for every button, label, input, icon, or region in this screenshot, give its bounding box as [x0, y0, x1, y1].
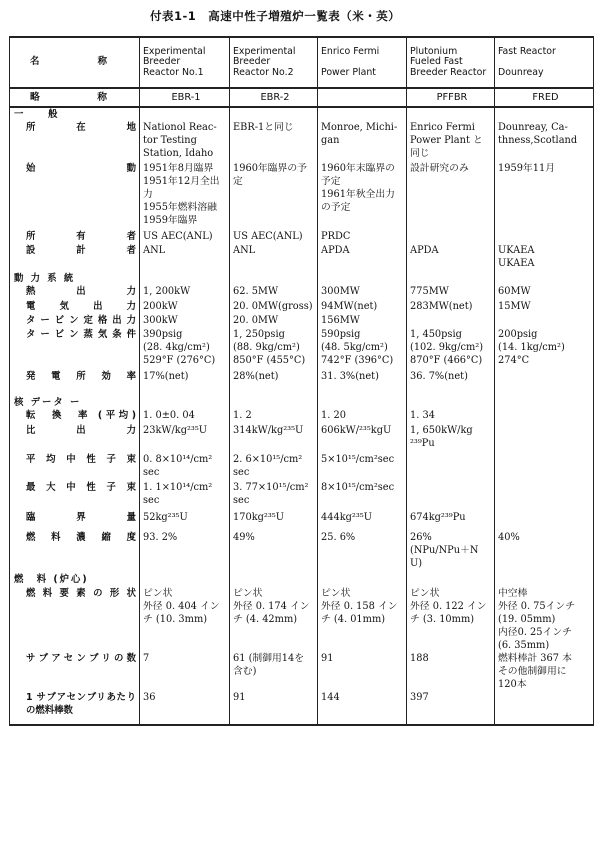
- data-row: [10, 162, 594, 230]
- value-cell: [407, 314, 495, 328]
- section-row: [10, 396, 594, 409]
- abbreviation-row: [10, 88, 594, 107]
- value-cell: 28%(net): [230, 370, 318, 396]
- value-cell: 17%(net): [140, 370, 230, 396]
- row-label: 発 電 所 効 率: [10, 370, 140, 396]
- value-cell: 62. 5MW: [230, 285, 318, 300]
- value-cell: [495, 424, 594, 453]
- empty-cell: [318, 573, 407, 587]
- value-cell: [495, 409, 594, 424]
- value-cell: 200kW: [140, 300, 230, 314]
- reactor-header: Experimental Breeder Reactor No.1: [140, 37, 230, 88]
- row-label: 電 気 出 力: [10, 300, 140, 314]
- value-cell: 26% (NPu/NPu＋N U): [407, 531, 495, 573]
- value-cell: 1951年8月臨界 1951年12月全出 力 1955年燃料溶融 1959年臨界: [140, 162, 230, 230]
- value-cell: 25. 6%: [318, 531, 407, 573]
- data-row: [10, 285, 594, 300]
- value-cell: PRDC: [318, 230, 407, 244]
- empty-cell: [140, 396, 230, 409]
- data-row: [10, 370, 594, 396]
- row-label: 熱 出 力: [10, 285, 140, 300]
- value-cell: 91: [318, 652, 407, 691]
- row-label: 所 有 者: [10, 230, 140, 244]
- section-row: [10, 573, 594, 587]
- value-cell: 0. 8×10¹⁴/cm² sec: [140, 453, 230, 481]
- value-cell: 91: [230, 691, 318, 725]
- abbreviation-value: FRED: [495, 88, 594, 107]
- data-row: [10, 453, 594, 481]
- value-cell: 36. 7%(net): [407, 370, 495, 396]
- value-cell: ピン状 外径 0. 174 インチ (4. 42mm): [230, 587, 318, 652]
- row-label: 臨 界 量: [10, 511, 140, 531]
- value-cell: [407, 230, 495, 244]
- row-label: 設 計 者: [10, 244, 140, 272]
- row-label: 燃料要素の形状: [10, 587, 140, 652]
- value-cell: US AEC(ANL): [140, 230, 230, 244]
- row-label: サブアセンブリの数: [10, 652, 140, 691]
- value-cell: 52kg²³⁵U: [140, 511, 230, 531]
- empty-cell: [230, 107, 318, 121]
- row-label: 比 出 力: [10, 424, 140, 453]
- data-row: [10, 244, 594, 272]
- value-cell: 1959年11月: [495, 162, 594, 230]
- data-row: [10, 652, 594, 691]
- value-cell: Enrico Fermi Power Plant と 同じ: [407, 121, 495, 162]
- value-cell: [407, 453, 495, 481]
- value-cell: 775MW: [407, 285, 495, 300]
- value-cell: 144: [318, 691, 407, 725]
- data-row: [10, 691, 594, 725]
- value-cell: 5×10¹⁵/cm²sec: [318, 453, 407, 481]
- value-cell: 590psig (48. 5kg/cm²) 742°F (396°C): [318, 328, 407, 370]
- empty-cell: [495, 573, 594, 587]
- value-cell: US AEC(ANL): [230, 230, 318, 244]
- value-cell: 200psig (14. 1kg/cm²) 274°C: [495, 328, 594, 370]
- row-label: 1 サブアセンブリあたりの燃料棒数: [10, 691, 140, 725]
- empty-cell: [140, 272, 230, 285]
- value-cell: 397: [407, 691, 495, 725]
- value-cell: ピン状 外径 0. 404 インチ (10. 3mm): [140, 587, 230, 652]
- value-cell: [407, 481, 495, 511]
- row-label: 所 在 地: [10, 121, 140, 162]
- data-row: [10, 300, 594, 314]
- empty-cell: [495, 107, 594, 121]
- value-cell: 674kg²³⁹Pu: [407, 511, 495, 531]
- section-row: [10, 107, 594, 121]
- value-cell: 7: [140, 652, 230, 691]
- row-label: 燃 料 濃 縮 度: [10, 531, 140, 573]
- empty-cell: [318, 272, 407, 285]
- section-label: 燃 料 (炉心): [10, 573, 140, 587]
- abbreviation-label: 略 称: [10, 88, 140, 107]
- data-row: [10, 531, 594, 573]
- value-cell: 15MW: [495, 300, 594, 314]
- data-row: [10, 424, 594, 453]
- abbreviation-value: [318, 88, 407, 107]
- value-cell: ピン状 外径 0. 158 インチ (4. 01mm): [318, 587, 407, 652]
- abbreviation-value: EBR-2: [230, 88, 318, 107]
- value-cell: 1, 450psig (102. 9kg/cm²) 870°F (466°C): [407, 328, 495, 370]
- value-cell: [495, 314, 594, 328]
- value-cell: 1. 1×10¹⁴/cm² sec: [140, 481, 230, 511]
- reactor-header: Plutonium Fueled Fast Breeder Reactor: [407, 37, 495, 88]
- data-row: [10, 481, 594, 511]
- value-cell: 1. 2: [230, 409, 318, 424]
- value-cell: [495, 481, 594, 511]
- value-cell: 606kW/²³⁵kgU: [318, 424, 407, 453]
- reactor-header: Experimental Breeder Reactor No.2: [230, 37, 318, 88]
- abbreviation-value: PFFBR: [407, 88, 495, 107]
- value-cell: 60MW: [495, 285, 594, 300]
- value-cell: 61 (制御用14を 含む): [230, 652, 318, 691]
- empty-cell: [495, 396, 594, 409]
- value-cell: Dounreay, Ca- thness,Scotland: [495, 121, 594, 162]
- row-label: 始 動: [10, 162, 140, 230]
- data-row: [10, 328, 594, 370]
- value-cell: 1960年臨界の予 定: [230, 162, 318, 230]
- value-cell: 444kg²³⁵U: [318, 511, 407, 531]
- value-cell: 1, 200kW: [140, 285, 230, 300]
- value-cell: [495, 230, 594, 244]
- value-cell: APDA: [318, 244, 407, 272]
- empty-cell: [230, 573, 318, 587]
- value-cell: 40%: [495, 531, 594, 573]
- reactor-header: Fast Reactor Dounreay: [495, 37, 594, 88]
- value-cell: 170kg²³⁵U: [230, 511, 318, 531]
- empty-cell: [140, 107, 230, 121]
- value-cell: EBR-1と同じ: [230, 121, 318, 162]
- reactor-table: [9, 36, 594, 726]
- value-cell: [495, 691, 594, 725]
- value-cell: 300kW: [140, 314, 230, 328]
- section-label: 動 力 系 統: [10, 272, 140, 285]
- value-cell: 設計研究のみ: [407, 162, 495, 230]
- data-row: [10, 587, 594, 652]
- value-cell: [495, 370, 594, 396]
- row-label: 平 均 中 性 子 束: [10, 453, 140, 481]
- value-cell: ANL: [230, 244, 318, 272]
- value-cell: 188: [407, 652, 495, 691]
- data-row: [10, 121, 594, 162]
- value-cell: 1, 650kW/kg ²³⁹Pu: [407, 424, 495, 453]
- value-cell: APDA: [407, 244, 495, 272]
- value-cell: 93. 2%: [140, 531, 230, 573]
- value-cell: 31. 3%(net): [318, 370, 407, 396]
- value-cell: ピン状 外径 0. 122 インチ (3. 10mm): [407, 587, 495, 652]
- empty-cell: [230, 396, 318, 409]
- value-cell: 3. 77×10¹⁵/cm² sec: [230, 481, 318, 511]
- value-cell: 390psig (28. 4kg/cm²) 529°F (276°C): [140, 328, 230, 370]
- value-cell: 20. 0MW: [230, 314, 318, 328]
- value-cell: 燃料棒計 367 本 その他制御用に 120本: [495, 652, 594, 691]
- empty-cell: [318, 107, 407, 121]
- value-cell: 8×10¹⁵/cm²sec: [318, 481, 407, 511]
- empty-cell: [140, 573, 230, 587]
- data-row: [10, 230, 594, 244]
- value-cell: [495, 453, 594, 481]
- row-label: 転 換 率 (平均): [10, 409, 140, 424]
- value-cell: 300MW: [318, 285, 407, 300]
- value-cell: Monroe, Michi- gan: [318, 121, 407, 162]
- value-cell: 23kW/kg²³⁵U: [140, 424, 230, 453]
- value-cell: 156MW: [318, 314, 407, 328]
- value-cell: Nationol Reac- tor Testing Station, Idaho: [140, 121, 230, 162]
- value-cell: 49%: [230, 531, 318, 573]
- value-cell: ANL: [140, 244, 230, 272]
- section-label: 核 データ ー: [10, 396, 140, 409]
- row-label: 最 大 中 性 子 束: [10, 481, 140, 511]
- value-cell: 283MW(net): [407, 300, 495, 314]
- value-cell: [495, 511, 594, 531]
- row-label: タービン蒸気条件: [10, 328, 140, 370]
- abbreviation-value: EBR-1: [140, 88, 230, 107]
- value-cell: 36: [140, 691, 230, 725]
- value-cell: 314kW/kg²³⁵U: [230, 424, 318, 453]
- value-cell: 1960年末臨界の 予定 1961年秋全出力 の予定: [318, 162, 407, 230]
- empty-cell: [407, 272, 495, 285]
- value-cell: 94MW(net): [318, 300, 407, 314]
- data-row: [10, 314, 594, 328]
- value-cell: 20. 0MW(gross): [230, 300, 318, 314]
- data-row: [10, 409, 594, 424]
- value-cell: 中空棒 外径 0. 75インチ (19. 05mm) 内径0. 25インチ (6. 35mm): [495, 587, 594, 652]
- section-row: [10, 272, 594, 285]
- data-row: [10, 511, 594, 531]
- row-label: タービン定格出力: [10, 314, 140, 328]
- value-cell: 2. 6×10¹⁵/cm² sec: [230, 453, 318, 481]
- value-cell: UKAEA UKAEA: [495, 244, 594, 272]
- header-row: [10, 37, 594, 88]
- value-cell: 1. 0±0. 04: [140, 409, 230, 424]
- page-title: 付表1-1 高速中性子増殖炉一覧表（米・英）: [150, 9, 401, 23]
- value-cell: 1. 34: [407, 409, 495, 424]
- section-label: 一 般: [10, 107, 140, 121]
- value-cell: 1, 250psig (88. 9kg/cm²) 850°F (455°C): [230, 328, 318, 370]
- empty-cell: [318, 396, 407, 409]
- value-cell: 1. 20: [318, 409, 407, 424]
- empty-cell: [407, 573, 495, 587]
- empty-cell: [230, 272, 318, 285]
- name-header: 名 称: [10, 37, 140, 88]
- empty-cell: [407, 396, 495, 409]
- reactor-header: Enrico Fermi Power Plant: [318, 37, 407, 88]
- empty-cell: [495, 272, 594, 285]
- empty-cell: [407, 107, 495, 121]
